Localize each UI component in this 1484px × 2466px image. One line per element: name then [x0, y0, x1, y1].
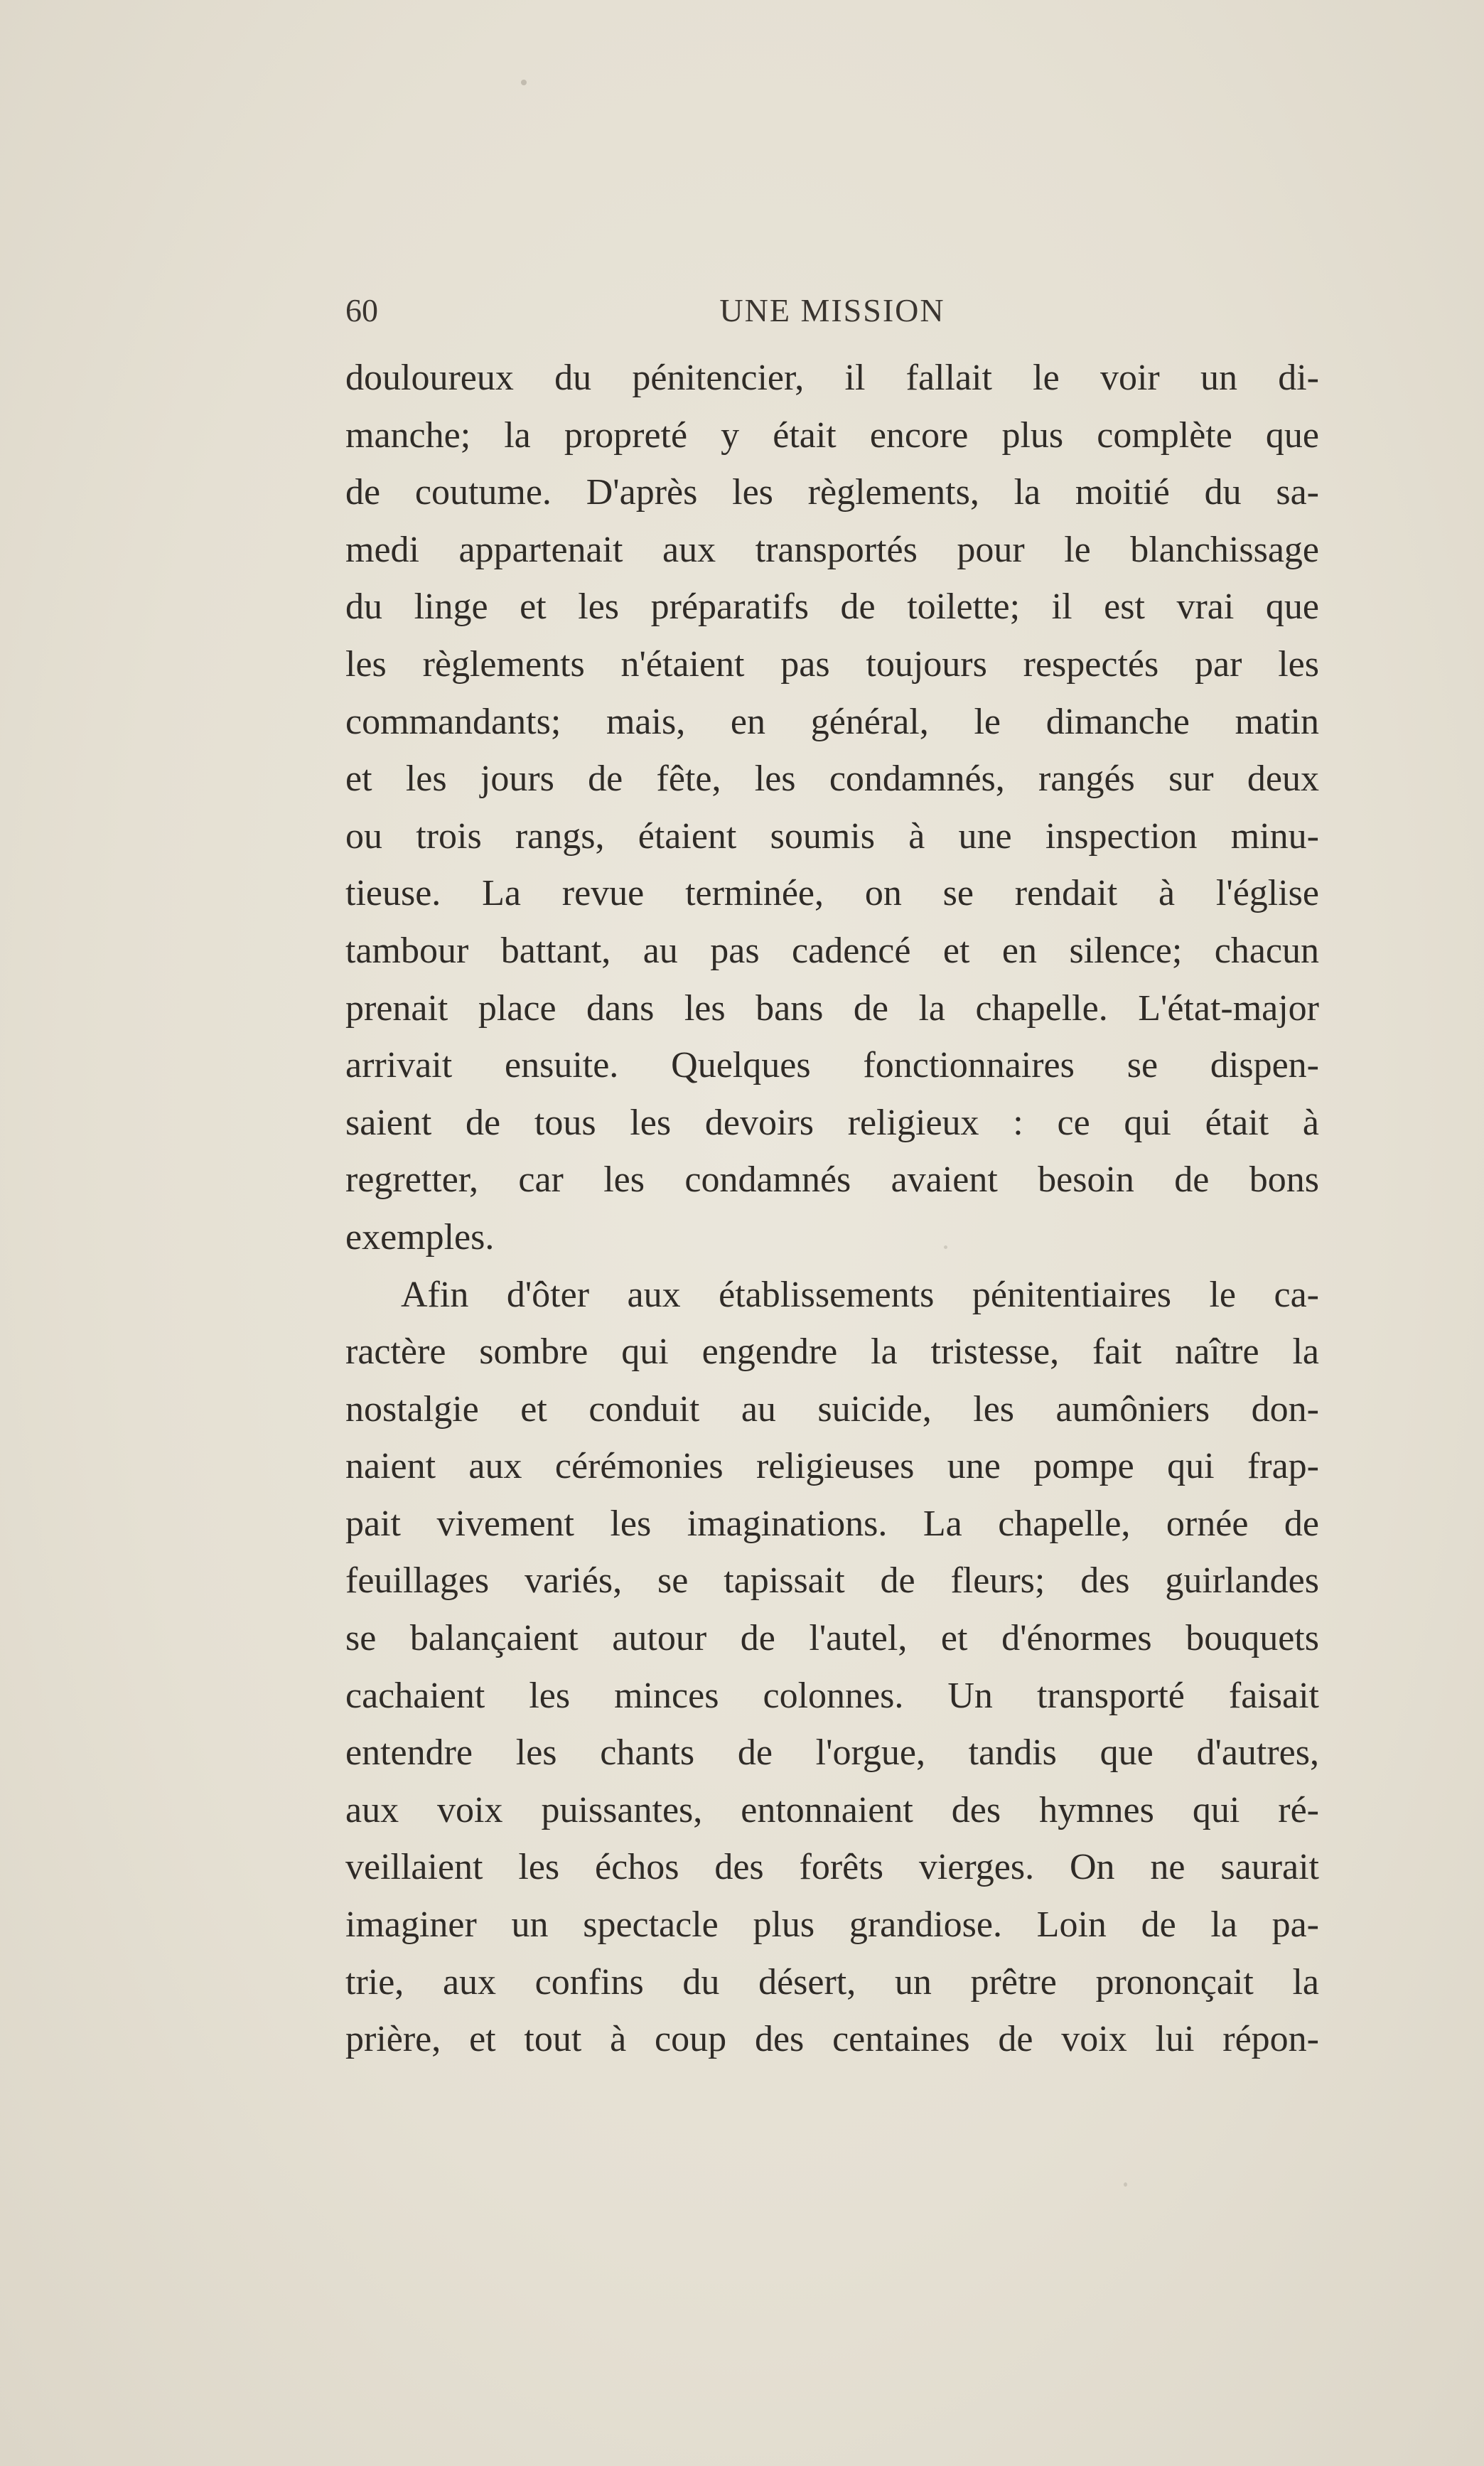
text-line: naient aux cérémonies religieuses une pompe qui frap-	[345, 1446, 1319, 1487]
text-line: entendre les chants de l'orgue, tandis que d'autres,	[345, 1732, 1319, 1774]
text-line: arrivait ensuite. Quelques fonctionnaires se dispen-	[345, 1045, 1319, 1086]
text-line: imaginer un spectacle plus grandiose. Loin de la pa-	[345, 1904, 1319, 1946]
text-line: medi appartenait aux transportés pour le blanchissage	[345, 529, 1319, 570]
text-line: feuillages variés, se tapissait de fleurs; des guirlandes	[345, 1560, 1319, 1602]
text-line: saient de tous les devoirs religieux : ce qui était à	[345, 1102, 1319, 1143]
text-line: trie, aux confins du désert, un prêtre prononçait la	[345, 1961, 1319, 2003]
text-line: ractère sombre qui engendre la tristesse, fait naître la	[345, 1331, 1319, 1373]
text-line: se balançaient autour de l'autel, et d'énormes bouquets	[345, 1618, 1319, 1659]
running-head: UNE MISSION	[719, 292, 945, 328]
text-line: tieuse. La revue terminée, on se rendait à l'église	[345, 873, 1319, 914]
paper-speck	[1124, 2182, 1127, 2187]
text-line: commandants; mais, en général, le dimanche matin	[345, 701, 1319, 742]
paper-speck	[521, 80, 527, 85]
text-line: veillaient les échos des forêts vierges. On ne saurait	[345, 1847, 1319, 1888]
page-number: 60	[345, 292, 378, 328]
paragraph-start-line: Afin d'ôter aux établissements pénitentiaires le ca-	[401, 1274, 1319, 1315]
page-header	[345, 291, 1319, 334]
text-line: manche; la propreté y était encore plus complète que	[345, 414, 1319, 456]
text-line: nostalgie et conduit au suicide, les aumôniers don-	[345, 1388, 1319, 1430]
text-line: aux voix puissantes, entonnaient des hymnes qui ré-	[345, 1789, 1319, 1830]
text-line: pait vivement les imaginations. La chapelle, ornée de	[345, 1503, 1319, 1544]
text-line: prière, et tout à coup des centaines de voix lui répon-	[345, 2019, 1319, 2060]
text-line: cachaient les minces colonnes. Un transporté faisait	[345, 1675, 1319, 1716]
text-line: tambour battant, au pas cadencé et en silence; chacun	[345, 930, 1319, 971]
paragraph-end-line: exemples.	[345, 1216, 495, 1258]
text-line: et les jours de fête, les condamnés, rangés sur deux	[345, 758, 1319, 800]
text-line: ou trois rangs, étaient soumis à une inspection minu-	[345, 815, 1319, 857]
text-line: de coutume. D'après les règlements, la moitié du sa-	[345, 472, 1319, 513]
text-line: regretter, car les condamnés avaient besoin de bons	[345, 1159, 1319, 1201]
text-line: douloureux du pénitencier, il fallait le voir un di-	[345, 358, 1319, 398]
text-line: prenait place dans les bans de la chapelle. L'état-major	[345, 987, 1319, 1029]
text-line: du linge et les préparatifs de toilette; il est vrai que	[345, 586, 1319, 628]
text-line: les règlements n'étaient pas toujours respectés par les	[345, 643, 1319, 685]
body-text	[345, 350, 1319, 2069]
